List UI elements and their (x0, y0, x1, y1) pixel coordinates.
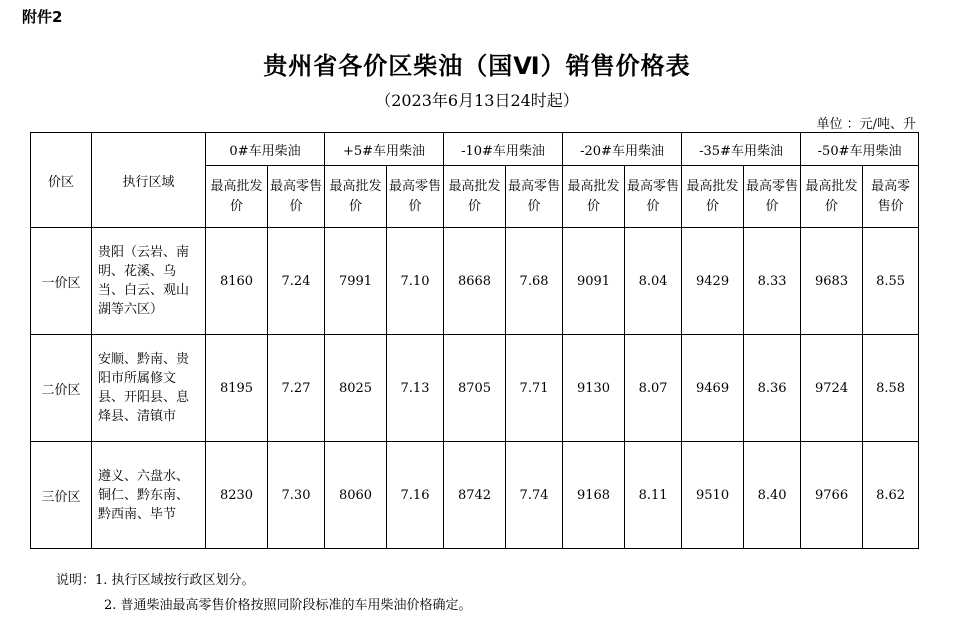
header-retail: 最高零售价 (625, 166, 682, 228)
unit-label: 单位 ：元/吨、升 (816, 117, 916, 132)
header-fuel-type: 0#车用柴油 (206, 133, 325, 166)
price-cell: 8.55 (863, 228, 919, 335)
price-cell: 7991 (325, 228, 387, 335)
price-cell: 8705 (444, 335, 506, 442)
price-cell: 8025 (325, 335, 387, 442)
header-fuel-type: -20#车用柴油 (563, 133, 682, 166)
price-cell: 7.30 (268, 442, 325, 549)
price-zone-cell: 一价区 (31, 228, 92, 335)
price-cell: 8160 (206, 228, 268, 335)
price-cell: 8195 (206, 335, 268, 442)
price-cell: 7.68 (506, 228, 563, 335)
attachment-label: 附件2 (22, 8, 63, 26)
price-cell: 8.33 (744, 228, 801, 335)
header-fuel-type: -10#车用柴油 (444, 133, 563, 166)
header-retail: 最高零售价 (268, 166, 325, 228)
region-cell: 遵义、六盘水、铜仁、黔东南、黔西南、毕节 (92, 442, 206, 549)
header-wholesale: 最高批发价 (206, 166, 268, 228)
note-line (56, 568, 472, 593)
price-cell: 8.36 (744, 335, 801, 442)
header-retail: 最高零售价 (863, 166, 919, 228)
price-cell: 8.58 (863, 335, 919, 442)
price-cell: 8.62 (863, 442, 919, 549)
header-retail: 最高零售价 (506, 166, 563, 228)
price-cell: 9091 (563, 228, 625, 335)
price-cell: 8.40 (744, 442, 801, 549)
header-wholesale: 最高批发价 (325, 166, 387, 228)
price-cell: 8.11 (625, 442, 682, 549)
header-retail: 最高零售价 (744, 166, 801, 228)
page-title: 贵州省各价区柴油（国Ⅵ）销售价格表 (263, 52, 691, 80)
price-cell: 9130 (563, 335, 625, 442)
region-cell: 贵阳（云岩、南明、花溪、乌当、白云、观山湖等六区） (92, 228, 206, 335)
table-row (31, 335, 919, 442)
region-cell: 安顺、黔南、贵阳市所属修文县、开阳县、息烽县、清镇市 (92, 335, 206, 442)
notes (56, 568, 472, 618)
price-cell: 8668 (444, 228, 506, 335)
table-row (31, 442, 919, 549)
price-cell: 8.07 (625, 335, 682, 442)
price-cell: 8742 (444, 442, 506, 549)
table-row (31, 228, 919, 335)
notes-label: 说明： (56, 573, 96, 588)
price-cell: 7.24 (268, 228, 325, 335)
header-fuel-type: -35#车用柴油 (682, 133, 801, 166)
price-cell: 9510 (682, 442, 744, 549)
note-item: 1. 执行区域按行政区划分。 (95, 573, 255, 588)
price-cell: 7.71 (506, 335, 563, 442)
price-cell: 9683 (801, 228, 863, 335)
header-retail: 最高零售价 (387, 166, 444, 228)
header-fuel-type: +5#车用柴油 (325, 133, 444, 166)
note-item: 2. 普通柴油最高零售价格按照同阶段标准的车用柴油价格确定。 (104, 598, 472, 613)
header-wholesale: 最高批发价 (563, 166, 625, 228)
price-cell: 9469 (682, 335, 744, 442)
price-cell: 7.16 (387, 442, 444, 549)
price-cell: 7.27 (268, 335, 325, 442)
header-price-zone: 价区 (31, 133, 92, 228)
price-cell: 7.74 (506, 442, 563, 549)
effective-date: （2023年6月13日24时起） (375, 91, 579, 110)
price-cell: 9168 (563, 442, 625, 549)
header-region: 执行区域 (92, 133, 206, 228)
price-cell: 7.13 (387, 335, 444, 442)
header-wholesale: 最高批发价 (682, 166, 744, 228)
price-cell: 9766 (801, 442, 863, 549)
price-zone-cell: 二价区 (31, 335, 92, 442)
price-zone-cell: 三价区 (31, 442, 92, 549)
price-table (30, 132, 919, 549)
price-cell: 8230 (206, 442, 268, 549)
price-cell: 8060 (325, 442, 387, 549)
price-cell: 7.10 (387, 228, 444, 335)
header-wholesale: 最高批发价 (444, 166, 506, 228)
header-wholesale: 最高批发价 (801, 166, 863, 228)
price-cell: 9429 (682, 228, 744, 335)
price-cell: 8.04 (625, 228, 682, 335)
price-cell: 9724 (801, 335, 863, 442)
header-fuel-type: -50#车用柴油 (801, 133, 919, 166)
